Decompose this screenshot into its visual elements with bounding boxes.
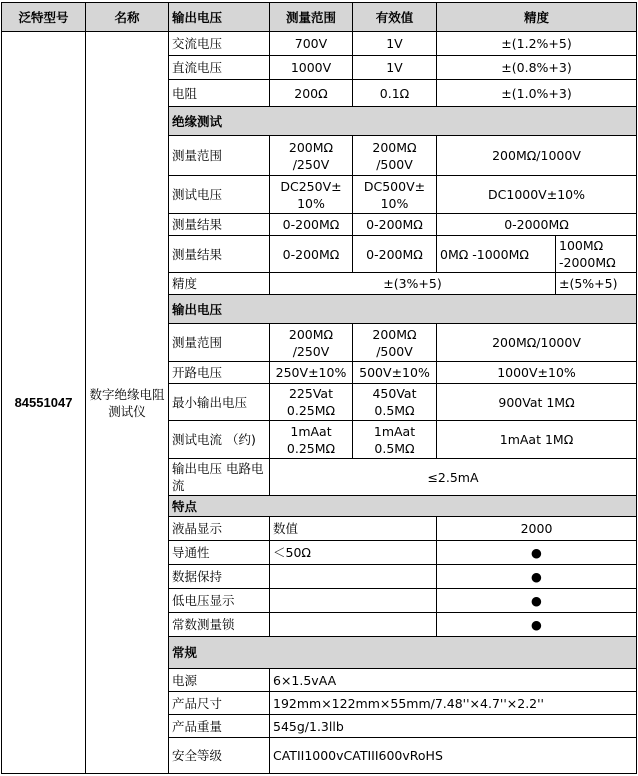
row-label: 电源 — [169, 669, 270, 692]
cell: ±(5%+5) — [556, 273, 637, 295]
row-label: 低电压显示 — [169, 589, 270, 613]
row-label: 直流电压 — [169, 56, 270, 80]
cell: 1mAat 0.5MΩ — [353, 421, 437, 459]
row-label: 安全等级 — [169, 738, 270, 774]
section-title-insulation: 绝缘测试 — [169, 107, 637, 136]
rms-cell: 1V — [353, 32, 437, 56]
cell: 200MΩ /500V — [353, 136, 437, 176]
cell: 0-200MΩ — [270, 236, 353, 273]
bullet-mark: ● — [437, 589, 637, 613]
header-accuracy: 精度 — [437, 3, 637, 32]
cell: DC1000V±10% — [437, 176, 637, 214]
rms-cell: 0.1Ω — [353, 80, 437, 107]
cell: 1000V±10% — [437, 362, 637, 384]
row-label: 最小输出电压 — [169, 384, 270, 421]
section-title-features: 特点 — [169, 496, 637, 517]
cell: DC500V± 10% — [353, 176, 437, 214]
row-label: 测量结果 — [169, 236, 270, 273]
header-row — [2, 3, 637, 32]
cell: 200MΩ/1000V — [437, 136, 637, 176]
cell: 0-200MΩ — [353, 214, 437, 236]
cell — [270, 565, 437, 589]
model-number: 84551047 — [2, 32, 86, 774]
range-cell: 700V — [270, 32, 353, 56]
cell: 900Vat 1MΩ — [437, 384, 637, 421]
cell: 100MΩ -2000MΩ — [556, 236, 637, 273]
cell — [270, 613, 437, 637]
cell: 545g/1.3llb — [270, 715, 637, 738]
header-range: 测量范围 — [270, 3, 353, 32]
header-name: 名称 — [86, 3, 169, 32]
cell: 192mm×122mm×55mm/7.48''×4.7''×2.2'' — [270, 692, 637, 715]
accuracy-cell: ±(0.8%+3) — [437, 56, 637, 80]
cell: 200MΩ /500V — [353, 324, 437, 362]
range-cell: 1000V — [270, 56, 353, 80]
cell: ±(3%+5) — [270, 273, 556, 295]
cell: 0-200MΩ — [353, 236, 437, 273]
table-row — [2, 32, 637, 56]
row-label: 数据保持 — [169, 565, 270, 589]
cell: 6×1.5vAA — [270, 669, 637, 692]
cell: 1mAat 0.25MΩ — [270, 421, 353, 459]
row-label: 测量范围 — [169, 324, 270, 362]
row-label: 测量结果 — [169, 214, 270, 236]
header-output-voltage: 输出电压 — [169, 3, 270, 32]
cell: 225Vat 0.25MΩ — [270, 384, 353, 421]
cell: 200MΩ /250V — [270, 136, 353, 176]
row-label: 测试电压 — [169, 176, 270, 214]
header-model: 泛特型号 — [2, 3, 86, 32]
cell: 0MΩ -1000MΩ — [437, 236, 556, 273]
row-label: 导通性 — [169, 541, 270, 565]
row-label: 电阻 — [169, 80, 270, 107]
row-label: 液晶显示 — [169, 517, 270, 541]
header-rms: 有效值 — [353, 3, 437, 32]
cell: 1mAat 1MΩ — [437, 421, 637, 459]
row-label: 产品重量 — [169, 715, 270, 738]
row-label: 精度 — [169, 273, 270, 295]
rms-cell: 1V — [353, 56, 437, 80]
bullet-mark: ● — [437, 541, 637, 565]
cell: 200MΩ/1000V — [437, 324, 637, 362]
row-label: 交流电压 — [169, 32, 270, 56]
section-title-output: 输出电压 — [169, 295, 637, 324]
cell: 200MΩ /250V — [270, 324, 353, 362]
cell: ＜50Ω — [270, 541, 437, 565]
bullet-mark: ● — [437, 613, 637, 637]
cell: ≤2.5mA — [270, 459, 637, 496]
cell: 数值 — [270, 517, 437, 541]
cell: 2000 — [437, 517, 637, 541]
cell: 250V±10% — [270, 362, 353, 384]
row-label: 输出电压 电路电流 — [169, 459, 270, 496]
cell: 500V±10% — [353, 362, 437, 384]
bullet-mark: ● — [437, 565, 637, 589]
cell: 0-2000MΩ — [437, 214, 637, 236]
cell: 0-200MΩ — [270, 214, 353, 236]
cell — [270, 589, 437, 613]
accuracy-cell: ±(1.0%+3) — [437, 80, 637, 107]
accuracy-cell: ±(1.2%+5) — [437, 32, 637, 56]
spec-table — [1, 2, 637, 774]
row-label: 测试电流 （约) — [169, 421, 270, 459]
cell: DC250V± 10% — [270, 176, 353, 214]
row-label: 常数测量锁 — [169, 613, 270, 637]
row-label: 开路电压 — [169, 362, 270, 384]
cell: 450Vat 0.5MΩ — [353, 384, 437, 421]
range-cell: 200Ω — [270, 80, 353, 107]
cell: CATII1000vCATIII600vRoHS — [270, 738, 637, 774]
row-label: 测量范围 — [169, 136, 270, 176]
row-label: 产品尺寸 — [169, 692, 270, 715]
product-name: 数字绝缘电阻测试仪 — [86, 32, 169, 774]
section-title-general: 常规 — [169, 637, 637, 669]
